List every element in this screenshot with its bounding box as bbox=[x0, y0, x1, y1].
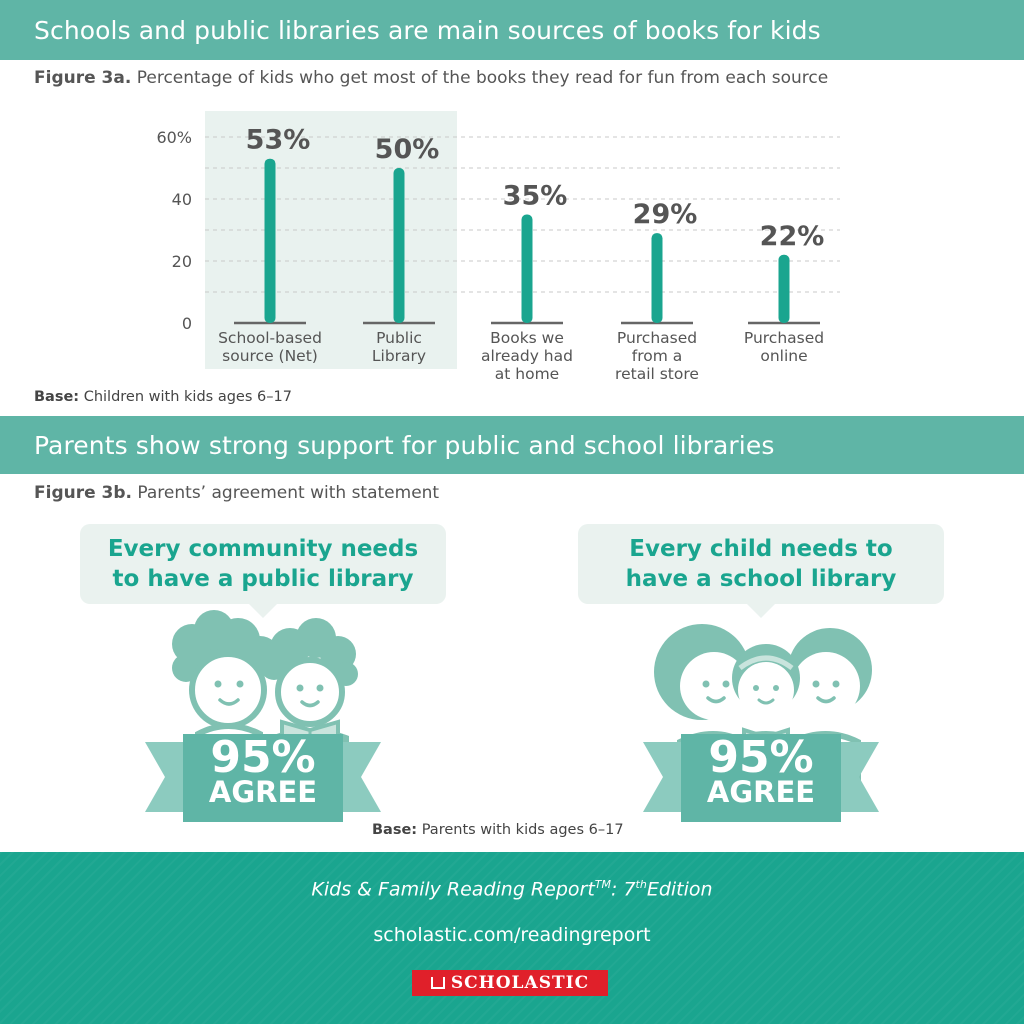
statement-text-school-library: Every child needs to have a school library bbox=[625, 536, 897, 592]
figure3b-text: Parents’ agreement with statement bbox=[137, 483, 440, 503]
report-url-link[interactable]: scholastic.com/readingreport bbox=[373, 924, 651, 946]
bar bbox=[394, 168, 405, 323]
y-tick-label: 60% bbox=[156, 128, 192, 147]
bar-value-label: 29% bbox=[632, 199, 698, 231]
section1-title: Schools and public libraries are main sources of books for kids bbox=[34, 15, 821, 45]
book-logo-icon bbox=[431, 977, 445, 989]
x-tick-label: source (Net) bbox=[222, 347, 318, 365]
statement-bubble-public-library bbox=[80, 524, 446, 604]
x-tick-label: at home bbox=[494, 365, 560, 383]
section2-title: Parents show strong support for public and school libraries bbox=[34, 430, 775, 460]
chart-base-note bbox=[34, 389, 292, 405]
section2-title-band bbox=[0, 416, 1024, 474]
agree-badge-school-library bbox=[681, 732, 841, 809]
statement-text-public-library: Every community needs to have a public library bbox=[107, 536, 419, 592]
bar bbox=[652, 233, 663, 323]
bar-chart bbox=[0, 95, 1024, 385]
agree-label-public-library: AGREE bbox=[208, 775, 318, 809]
scholastic-logo[interactable] bbox=[412, 970, 608, 996]
x-tick-label: Purchased bbox=[743, 329, 825, 347]
bar-value-label: 22% bbox=[759, 220, 825, 252]
report-edition-suffix: th bbox=[635, 878, 647, 891]
agree-label-school-library: AGREE bbox=[706, 775, 816, 809]
base-text-2: Parents with kids ages 6–17 bbox=[421, 822, 624, 838]
agree-percent-school-library: 95% bbox=[708, 732, 814, 783]
report-title bbox=[0, 878, 1024, 900]
x-tick-label: online bbox=[760, 347, 808, 365]
statement-bubble-school-library bbox=[578, 524, 944, 604]
x-tick-label: retail store bbox=[615, 365, 699, 383]
bar-value-label: 50% bbox=[374, 134, 440, 165]
report-title-text: Kids & Family Reading Report bbox=[311, 878, 595, 901]
x-tick-label: Public bbox=[376, 329, 422, 347]
x-tick-label: Books we bbox=[490, 329, 564, 347]
bar-value-label: 53% bbox=[245, 124, 311, 156]
bar-value-label: 35% bbox=[502, 180, 568, 212]
figure3a-label: Figure 3a. bbox=[34, 68, 132, 88]
x-tick-label: from a bbox=[631, 347, 683, 365]
report-trademark: TM bbox=[594, 878, 611, 891]
x-tick-label: Library bbox=[371, 347, 427, 365]
agree-percent-public-library: 95% bbox=[210, 732, 316, 783]
x-tick-label: already had bbox=[481, 347, 573, 365]
base-label-2: Base: bbox=[372, 822, 418, 838]
figure3b-caption bbox=[34, 483, 439, 503]
figure3b-label: Figure 3b. bbox=[34, 483, 132, 503]
section1-title-band bbox=[0, 0, 1024, 60]
bar bbox=[522, 215, 533, 324]
bar bbox=[265, 159, 276, 323]
report-edition-number: : 7 bbox=[611, 878, 636, 901]
y-tick-label: 0 bbox=[181, 314, 192, 333]
agree-badge-public-library bbox=[183, 732, 343, 809]
x-tick-label: Purchased bbox=[616, 329, 698, 347]
parents-base-note bbox=[372, 822, 624, 838]
bar bbox=[779, 255, 790, 323]
base-text-1: Children with kids ages 6–17 bbox=[83, 389, 292, 405]
base-label-1: Base: bbox=[34, 389, 80, 405]
scholastic-logo-text: SCHOLASTIC bbox=[450, 973, 590, 993]
figure3a-caption bbox=[34, 68, 828, 88]
report-edition: Edition bbox=[646, 878, 713, 901]
y-tick-label: 40 bbox=[171, 190, 192, 209]
y-tick-label: 20 bbox=[171, 252, 192, 271]
figure3a-text: Percentage of kids who get most of the books they read for fun from each source bbox=[136, 68, 829, 88]
x-tick-label: School-based bbox=[218, 329, 322, 347]
